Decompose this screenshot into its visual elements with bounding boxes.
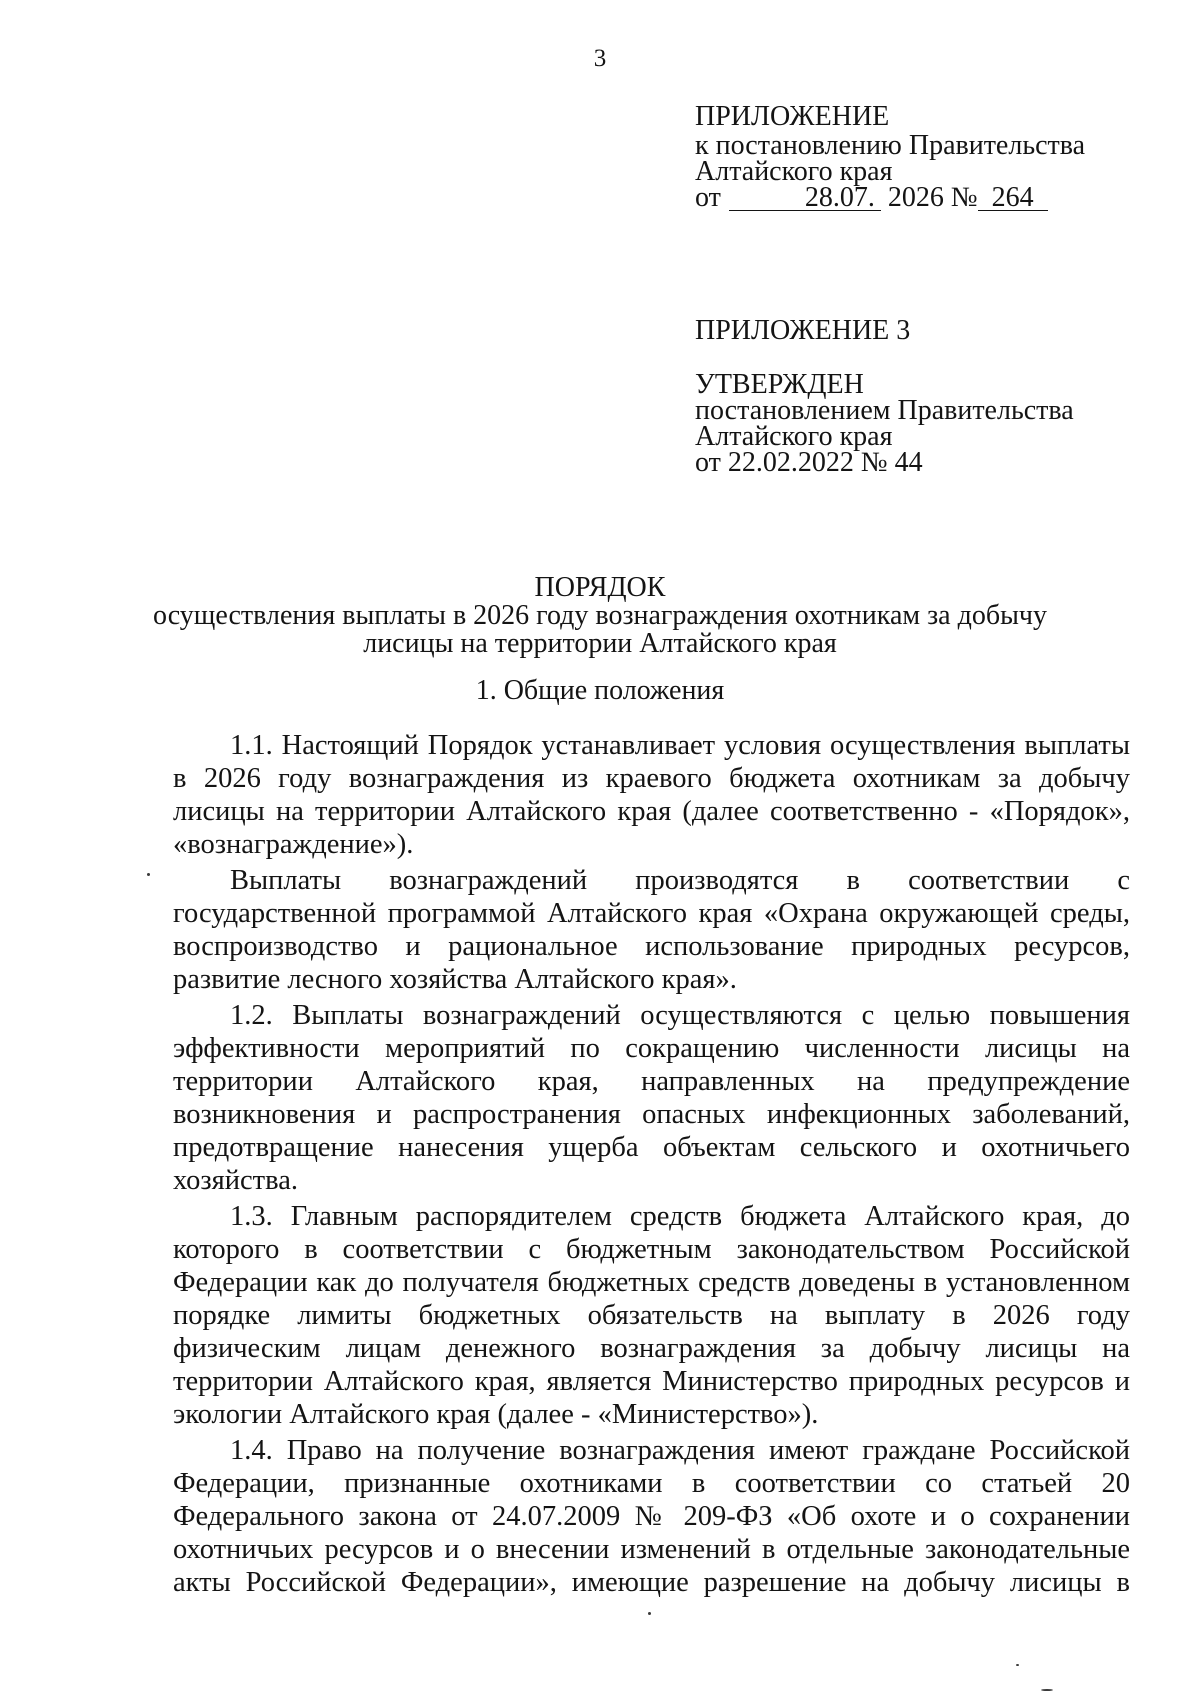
- body-line: государственной программой Алтайского края «Охрана окружающей среды,: [173, 898, 1130, 929]
- appendix-line-1: к постановлению Правительства: [695, 130, 1086, 161]
- document-subtitle-line-1: осуществления выплаты в 2026 году вознаграждения охотникам за добычу: [153, 600, 1047, 631]
- document-subtitle-line-2: лисицы на территории Алтайского края: [363, 628, 837, 659]
- document-title: ПОРЯДОК: [534, 572, 666, 603]
- approved-block: [695, 369, 1074, 478]
- body-line: экологии Алтайского края (далее - «Министерство»).: [173, 1399, 819, 1430]
- scan-speck: [147, 873, 150, 876]
- body-line: лисицы на территории Алтайского края (далее соответственно - «Порядок»,: [173, 796, 1130, 827]
- approved-heading: УТВЕРЖДЕН: [695, 369, 864, 400]
- body-line: эффективности мероприятий по сокращению численности лисицы на: [173, 1033, 1130, 1064]
- approved-line-3: от 22.02.2022 № 44: [695, 447, 923, 478]
- body-line: «вознаграждение»).: [173, 829, 414, 860]
- body-text: [173, 729, 1130, 1599]
- body-line: 1.2. Выплаты вознаграждений осуществляются с целью повышения: [230, 1000, 1130, 1031]
- body-line: 1.3. Главным распорядителем средств бюджета Алтайского края, до: [230, 1201, 1130, 1232]
- body-line: 1.4. Право на получение вознаграждения имеют граждане Российской: [230, 1435, 1130, 1466]
- body-line: территории Алтайского края, является Министерство природных ресурсов и: [173, 1366, 1130, 1397]
- appendix-attribution-block: [695, 101, 1086, 213]
- approved-line-1: постановлением Правительства: [695, 395, 1074, 426]
- body-line: хозяйства.: [173, 1165, 298, 1196]
- number-sign: №: [950, 182, 978, 213]
- approved-line-2: Алтайского края: [695, 421, 893, 452]
- appendix-line-2: Алтайского края: [695, 156, 893, 187]
- body-line: возникновения и распространения опасных инфекционных заболеваний,: [173, 1099, 1130, 1130]
- appendix-3-heading: ПРИЛОЖЕНИЕ 3: [695, 315, 911, 346]
- decree-number-field: 264: [978, 186, 1048, 211]
- body-line: охотничьих ресурсов и о внесении изменений в отдельные законодательные: [173, 1534, 1130, 1565]
- section-heading: 1. Общие положения: [475, 675, 725, 706]
- body-line: территории Алтайского края, направленных на предупреждение: [173, 1066, 1130, 1097]
- decree-date-field: 28.07.: [729, 186, 881, 211]
- body-line: Выплаты вознаграждений производятся в соответствии с: [230, 865, 1130, 896]
- body-line: которого в соответствии с бюджетным законодательством Российской: [173, 1234, 1130, 1265]
- page-number: 3: [593, 45, 607, 72]
- body-line: Федерации, признанные охотниками в соответствии со статьей 20: [173, 1468, 1130, 1499]
- body-line: физическим лицам денежного вознаграждения за добычу лисицы на: [173, 1333, 1130, 1364]
- body-line: 1.1. Настоящий Порядок устанавливает условия осуществления выплаты: [230, 730, 1130, 761]
- body-line: акты Российской Федерации», имеющие разрешение на добычу лисицы в: [173, 1567, 1130, 1598]
- body-line: порядке лимиты бюджетных обязательств на выплату в 2026 году: [173, 1300, 1130, 1331]
- body-line: в 2026 году вознаграждения из краевого бюджета охотникам за добычу: [173, 763, 1130, 794]
- appendix-heading: ПРИЛОЖЕНИЕ: [695, 101, 890, 132]
- body-line: Федерации как до получателя бюджетных средств доведены в установленном: [173, 1267, 1130, 1298]
- scan-speck: [1041, 1689, 1053, 1691]
- body-line: предотвращение нанесения ущерба объектам сельского и охотничьего: [173, 1132, 1130, 1163]
- body-line: Федерального закона от 24.07.2009 № 209-ФЗ «Об охоте и о сохранении: [173, 1501, 1130, 1532]
- scan-speck: [1016, 1664, 1019, 1666]
- scan-speck: [648, 1612, 651, 1615]
- appendix-date-line: [695, 182, 1085, 213]
- body-line: развитие лесного хозяйства Алтайского края».: [173, 964, 737, 995]
- body-line: воспроизводство и рациональное использование природных ресурсов,: [173, 931, 1130, 962]
- from-label: от: [695, 182, 721, 213]
- decree-year: 2026: [887, 182, 944, 213]
